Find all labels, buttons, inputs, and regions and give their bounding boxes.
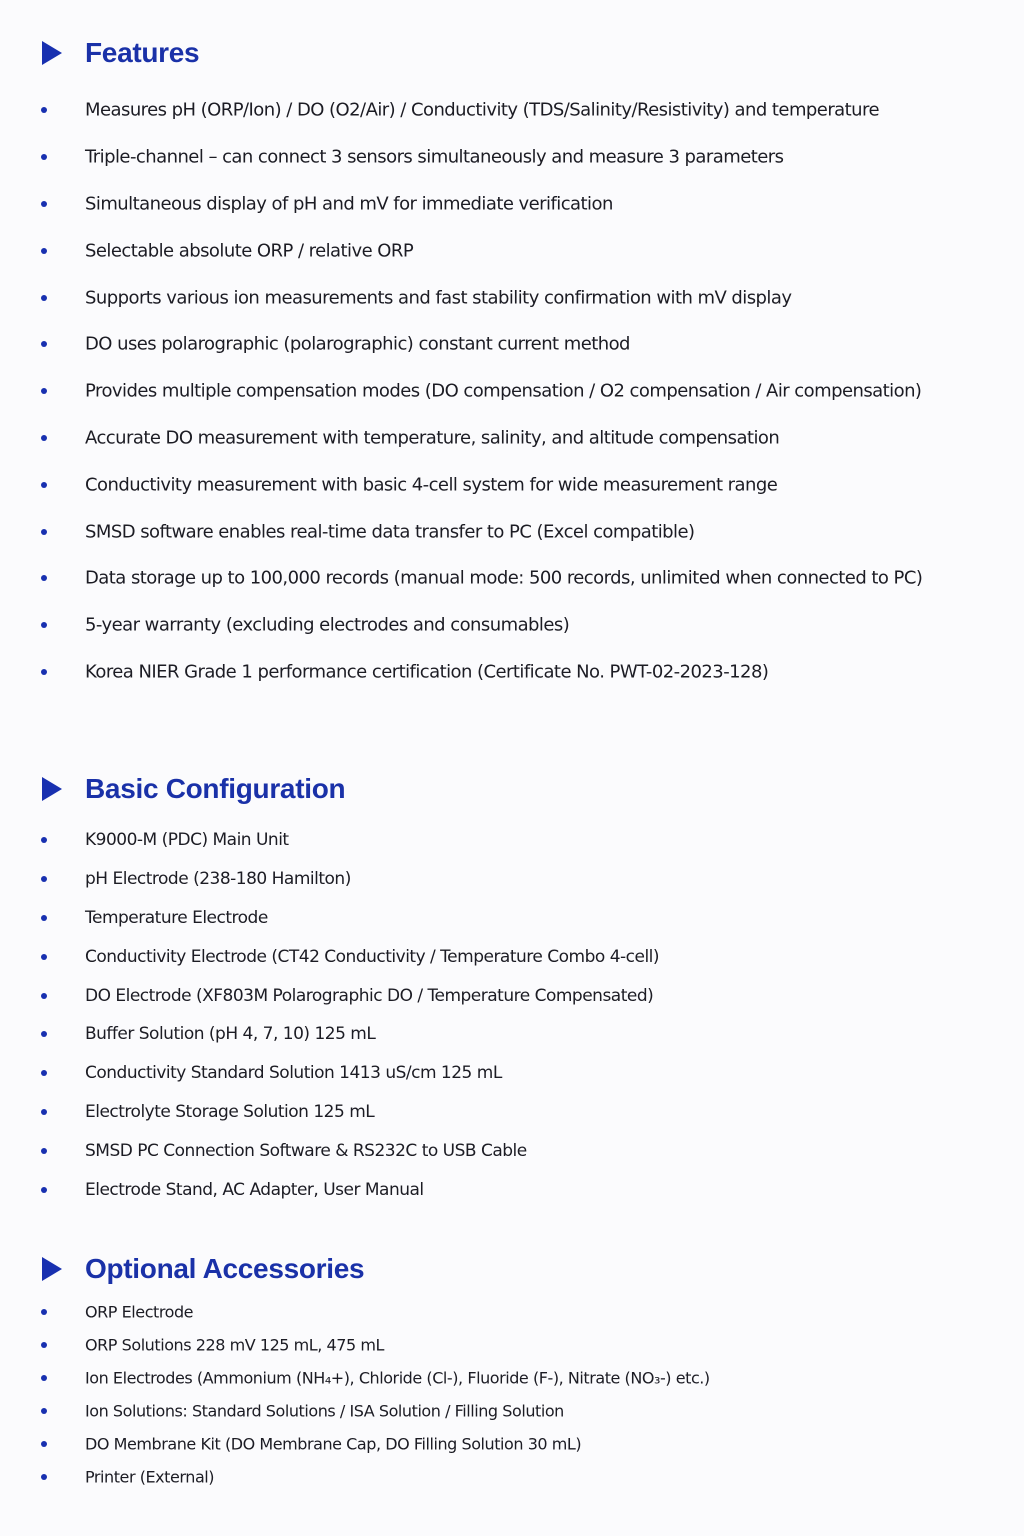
list-item-text: SMSD PC Connection Software & RS232C to USB Cable xyxy=(85,1140,527,1161)
features-section xyxy=(0,33,1024,695)
list-item-text: K9000-M (PDC) Main Unit xyxy=(85,830,289,851)
bullet-dot-icon xyxy=(41,575,47,581)
list-item xyxy=(0,181,1024,228)
triangle-right-icon xyxy=(42,41,62,65)
list-item xyxy=(0,976,1024,1015)
list-item-text: Selectable absolute ORP / relative ORP xyxy=(85,240,414,262)
section-title: Optional Accessories xyxy=(85,1253,365,1284)
list-item xyxy=(0,649,1024,696)
list-item-text: DO uses polarographic (polarographic) constant current method xyxy=(85,333,630,355)
list-item-text: Triple-channel – can connect 3 sensors simultaneously and measure 3 parameters xyxy=(85,146,784,168)
list-item xyxy=(0,1394,1024,1427)
bullet-dot-icon xyxy=(41,669,47,675)
bullet-dot-icon xyxy=(41,1342,47,1348)
features-header xyxy=(0,33,1024,73)
list-item-text: ORP Electrode xyxy=(85,1302,194,1321)
section-title: Basic Configuration xyxy=(85,773,346,804)
list-item-text: DO Electrode (XF803M Polarographic DO / Temperature Compensated) xyxy=(85,985,654,1006)
list-item-text: Simultaneous display of pH and mV for immediate verification xyxy=(85,193,613,215)
bullet-dot-icon xyxy=(41,435,47,441)
list-item xyxy=(0,555,1024,602)
list-item xyxy=(0,899,1024,938)
bullet-dot-icon xyxy=(41,482,47,488)
list-item-text: pH Electrode (238-180 Hamilton) xyxy=(85,869,351,890)
triangle-right-icon xyxy=(42,777,62,801)
list-item xyxy=(0,1131,1024,1170)
list-item xyxy=(0,274,1024,321)
bullet-dot-icon xyxy=(41,837,47,843)
bullet-dot-icon xyxy=(41,248,47,254)
list-item-text: Conductivity Electrode (CT42 Conductivity / Temperature Combo 4-cell) xyxy=(85,946,660,967)
bullet-dot-icon xyxy=(41,341,47,347)
bullet-dot-icon xyxy=(41,622,47,628)
basic-configuration-section xyxy=(0,769,1024,1209)
list-item xyxy=(0,1015,1024,1054)
optional-accessories-section xyxy=(0,1249,1024,1534)
list-item-text: SMSD software enables real-time data transfer to PC (Excel compatible) xyxy=(85,521,695,543)
list-item xyxy=(0,1361,1024,1394)
list-item-text: Electrolyte Storage Solution 125 mL xyxy=(85,1101,375,1122)
bullet-dot-icon xyxy=(41,1187,47,1193)
list-item-text: Printer (External) xyxy=(85,1467,215,1486)
list-item xyxy=(0,87,1024,134)
bullet-dot-icon xyxy=(41,1474,47,1480)
features-list xyxy=(0,87,1024,695)
list-item-text: Ion Solutions: Standard Solutions / ISA Solution / Filling Solution xyxy=(85,1401,564,1420)
triangle-right-icon xyxy=(42,1257,62,1281)
list-item-text: Conductivity measurement with basic 4-cell system for wide measurement range xyxy=(85,474,778,496)
bullet-dot-icon xyxy=(41,154,47,160)
bullet-dot-icon xyxy=(41,295,47,301)
list-item-text: Electrode Stand, AC Adapter, User Manual xyxy=(85,1179,424,1200)
list-item-text: Conductivity Standard Solution 1413 uS/cm 125 mL xyxy=(85,1063,502,1084)
list-item xyxy=(0,1054,1024,1093)
bullet-dot-icon xyxy=(41,1070,47,1076)
list-item-text: Korea NIER Grade 1 performance certification (Certificate No. PWT-02-2023-128) xyxy=(85,661,769,683)
bullet-dot-icon xyxy=(41,388,47,394)
optional-accessories-header xyxy=(0,1249,1024,1289)
list-item xyxy=(0,860,1024,899)
list-item xyxy=(0,821,1024,860)
list-item xyxy=(0,937,1024,976)
list-item-text: Measures pH (ORP/Ion) / DO (O2/Air) / Conductivity (TDS/Salinity/Resistivity) and temperature xyxy=(85,99,880,121)
bullet-dot-icon xyxy=(41,1375,47,1381)
list-item-text: Supports various ion measurements and fast stability confirmation with mV display xyxy=(85,287,792,309)
list-item-text: Buffer Solution (pH 4, 7, 10) 125 mL xyxy=(85,1024,376,1045)
basic-configuration-header xyxy=(0,769,1024,809)
bullet-dot-icon xyxy=(41,1408,47,1414)
list-item xyxy=(0,134,1024,181)
list-item xyxy=(0,508,1024,555)
bullet-dot-icon xyxy=(41,954,47,960)
list-item xyxy=(0,1427,1024,1460)
list-item xyxy=(0,227,1024,274)
list-item xyxy=(0,1295,1024,1328)
bullet-dot-icon xyxy=(41,1148,47,1154)
list-item-text: Provides multiple compensation modes (DO compensation / O2 compensation / Air compensation) xyxy=(85,380,922,402)
bullet-dot-icon xyxy=(41,993,47,999)
list-item xyxy=(0,368,1024,415)
list-item xyxy=(0,461,1024,508)
list-item-text: ORP Solutions 228 mV 125 mL, 475 mL xyxy=(85,1335,384,1354)
bullet-dot-icon xyxy=(41,1441,47,1447)
bullet-dot-icon xyxy=(41,915,47,921)
list-item-text: DO Membrane Kit (DO Membrane Cap, DO Filling Solution 30 mL) xyxy=(85,1434,582,1453)
section-title: Features xyxy=(85,37,200,68)
list-item-text: Temperature Electrode xyxy=(85,907,268,928)
list-item-text: Data storage up to 100,000 records (manual mode: 500 records, unlimited when connected to PC) xyxy=(85,567,923,589)
bullet-dot-icon xyxy=(41,1109,47,1115)
bullet-dot-icon xyxy=(41,529,47,535)
basic-configuration-list xyxy=(0,821,1024,1209)
bullet-dot-icon xyxy=(41,1309,47,1315)
list-item xyxy=(0,1460,1024,1493)
bullet-dot-icon xyxy=(41,201,47,207)
list-item xyxy=(0,1093,1024,1132)
list-item xyxy=(0,415,1024,462)
bullet-dot-icon xyxy=(41,107,47,113)
optional-accessories-list xyxy=(0,1295,1024,1493)
list-item-text: Accurate DO measurement with temperature, salinity, and altitude compensation xyxy=(85,427,780,449)
list-item xyxy=(0,1328,1024,1361)
bullet-dot-icon xyxy=(41,876,47,882)
list-item-text: 5-year warranty (excluding electrodes and consumables) xyxy=(85,614,570,636)
list-item xyxy=(0,1170,1024,1209)
list-item xyxy=(0,321,1024,368)
bullet-dot-icon xyxy=(41,1031,47,1037)
list-item-text: Ion Electrodes (Ammonium (NH₄+), Chloride (Cl-), Fluoride (F-), Nitrate (NO₃-) etc.) xyxy=(85,1368,710,1387)
list-item xyxy=(0,602,1024,649)
